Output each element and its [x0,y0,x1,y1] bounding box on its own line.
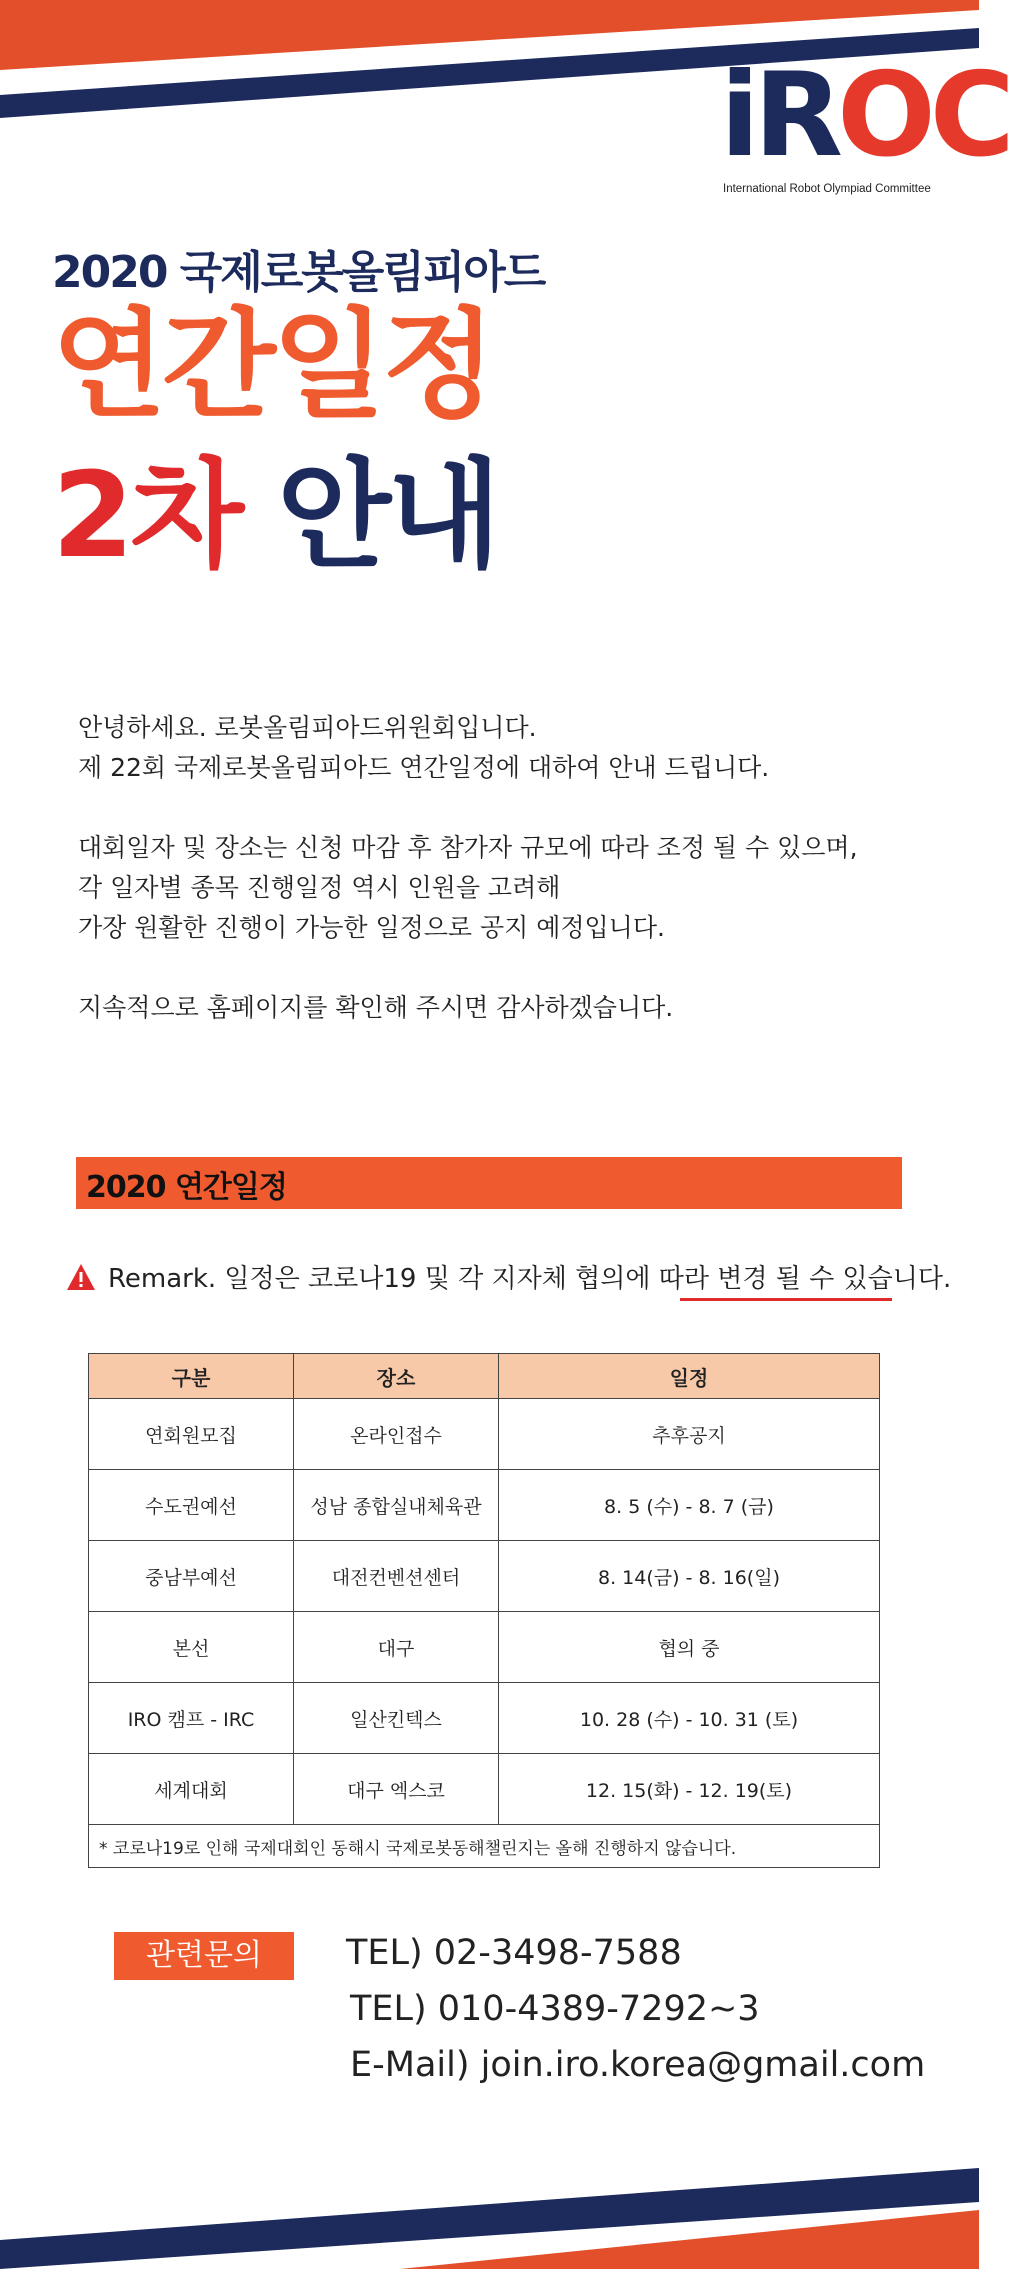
table-note: * 코로나19로 인해 국제대회인 동해시 국제로봇동해챌린지는 올해 진행하지 않습니다. [89,1825,880,1868]
intro-line: 제 22회 국제로봇올림피아드 연간일정에 대하여 안내 드립니다. [78,753,770,782]
table-note-row [89,1825,880,1868]
table-cell: IRO 캠프 - IRC [89,1683,294,1754]
warning-icon [66,1263,96,1291]
contact-phone-office: TEL) 02-3498-7588 [346,1933,682,1973]
logo-text-left: iR [720,48,838,183]
table-row [89,1612,880,1683]
table-cell: 수도권예선 [89,1470,294,1541]
intro-line: 각 일자별 종목 진행일정 역시 인원을 고려해 [78,873,561,902]
remark-underline [680,1298,892,1301]
table-cell: 성남 종합실내체육관 [294,1470,499,1541]
page-title-line2 [52,446,498,584]
title-notice: 안내 [277,446,498,584]
table-cell: 일산킨텍스 [294,1683,499,1754]
table-cell: 대구 엑스코 [294,1754,499,1825]
table-cell: 대구 [294,1612,499,1683]
table-row [89,1399,880,1470]
table-row [89,1470,880,1541]
table-cell: 중남부예선 [89,1541,294,1612]
bottom-banner-graphic [0,2090,979,2269]
intro-line: 대회일자 및 장소는 신청 마감 후 참가자 규모에 따라 조정 될 수 있으며, [78,833,858,862]
table-cell: 8. 5 (수) - 8. 7 (금) [499,1470,880,1541]
remark-text: Remark. 일정은 코로나19 및 각 지자체 협의에 따라 변경 될 수 있습니다. [108,1264,952,1294]
contact-info [346,1925,925,2093]
intro-line: 가장 원활한 진행이 가능한 일정으로 공지 예정입니다. [78,913,665,942]
table-cell: 세계대회 [89,1754,294,1825]
table-cell: 12. 15(화) - 12. 19(토) [499,1754,880,1825]
iroc-logo [720,48,1009,208]
title-round: 2차 [52,446,241,584]
page-subtitle: 2020 국제로봇올림피아드 [52,247,545,298]
contact-email: E-Mail) join.iro.korea@gmail.com [350,2045,926,2085]
intro-line: 지속적으로 홈페이지를 확인해 주시면 감사하겠습니다. [78,993,674,1022]
table-cell: 추후공지 [499,1399,880,1470]
table-row [89,1754,880,1825]
table-cell: 8. 14(금) - 8. 16(일) [499,1541,880,1612]
table-cell: 대전컨벤션센터 [294,1541,499,1612]
section-title: 2020 연간일정 [86,1170,287,1205]
table-cell: 본선 [89,1612,294,1683]
column-header: 구분 [89,1354,294,1399]
logo-wordmark [720,48,1009,183]
column-header: 장소 [294,1354,499,1399]
table-cell: 연회원모집 [89,1399,294,1470]
table-cell: 협의 중 [499,1612,880,1683]
table-row [89,1541,880,1612]
table-cell: 온라인접수 [294,1399,499,1470]
schedule-table [88,1353,880,1868]
contact-label: 관련문의 [114,1932,294,1980]
logo-text-right: OC [837,48,1009,183]
column-header: 일정 [499,1354,880,1399]
page-title-line1: 연간일정 [52,296,492,434]
logo-subtitle: International Robot Olympiad Committee [723,183,931,195]
table-cell: 10. 28 (수) - 10. 31 (토) [499,1683,880,1754]
intro-text [78,708,958,1028]
table-row [89,1683,880,1754]
intro-line: 안녕하세요. 로봇올림피아드위원회입니다. [78,713,537,742]
table-header-row [89,1354,880,1399]
contact-phone-mobile: TEL) 010-4389-7292~3 [350,1989,760,2029]
